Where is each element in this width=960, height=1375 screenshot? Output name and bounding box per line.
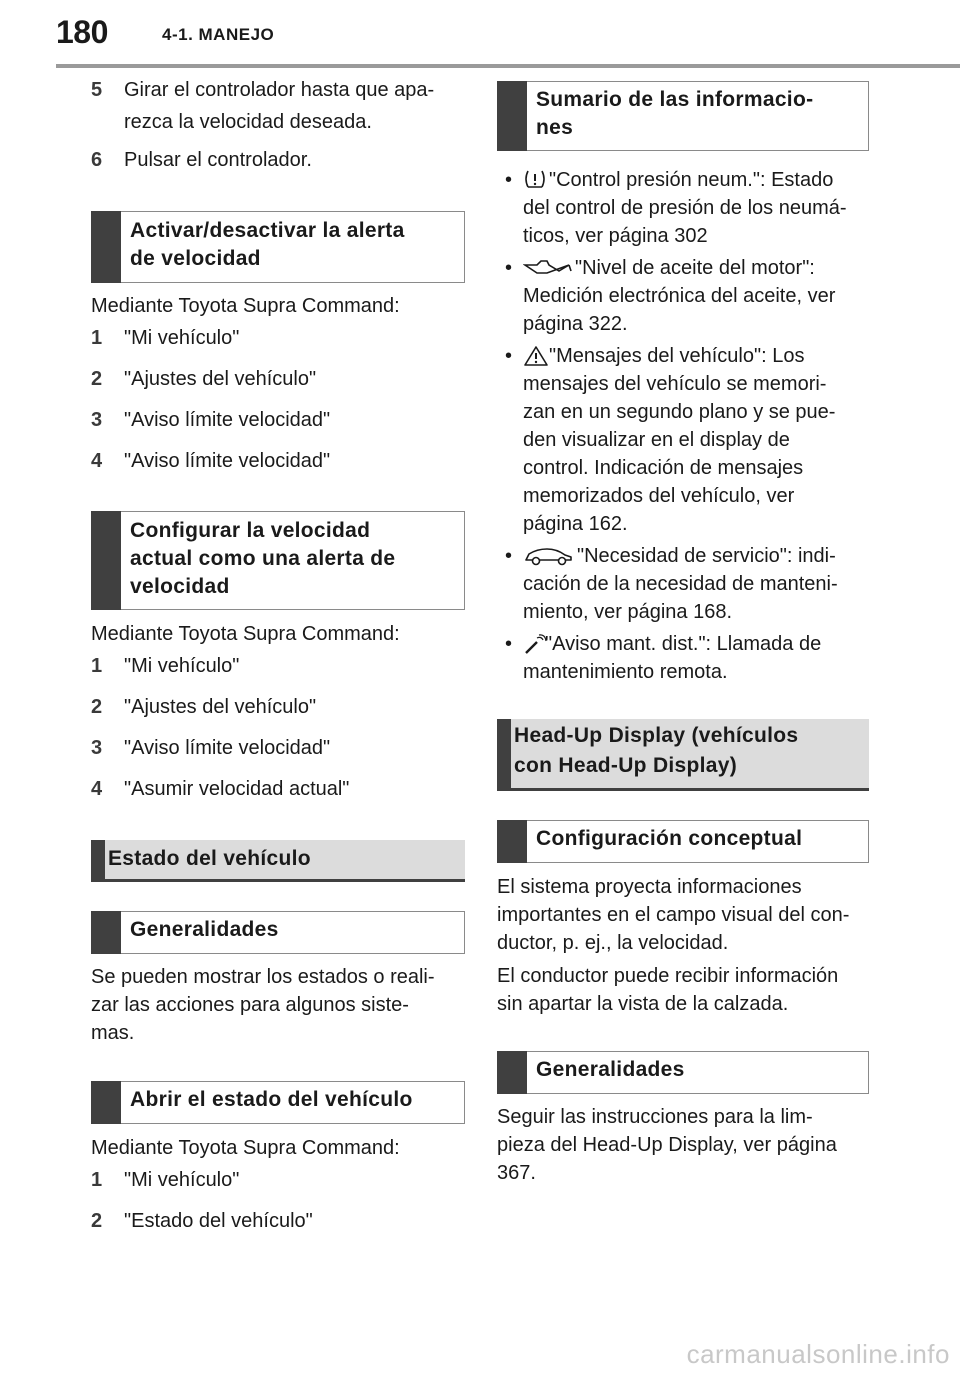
section-header-head-up-display (497, 719, 869, 791)
bullet-line: memorizados del vehículo, ver (523, 485, 795, 507)
header-rule (56, 64, 960, 68)
step-number: 3 (91, 737, 103, 759)
bullet-dot: • (505, 545, 513, 567)
paragraph-line: El sistema proyecta informaciones (497, 876, 802, 898)
bullet-line: control. Indicación de mensajes (523, 457, 804, 479)
step-text: "Mi vehículo" (124, 655, 240, 677)
paragraph-line: zar las acciones para algunos siste- (91, 994, 409, 1016)
step-number: 4 (91, 450, 103, 472)
paragraph-line: pieza del Head-Up Display, ver página (497, 1134, 837, 1156)
box-accent-bar (91, 511, 121, 610)
step-text: "Aviso límite velocidad" (124, 409, 331, 431)
step-number: 3 (91, 409, 103, 431)
section-title (514, 721, 861, 781)
subsection-box-general (91, 911, 465, 954)
paragraph (497, 962, 869, 1018)
title-line: Activar/desactivar la alerta (130, 219, 405, 242)
paragraph (91, 963, 465, 1047)
step-text: "Mi vehículo" (124, 1169, 240, 1191)
bullet-text (523, 542, 867, 626)
section-accent-bar (497, 719, 511, 791)
bullet-line: "Control presión neum.": Estado (549, 169, 834, 191)
bullet-dot: • (505, 169, 513, 191)
subsection-box-current-speed (91, 511, 465, 610)
box-accent-bar (497, 820, 527, 863)
section-accent-bar (91, 840, 105, 882)
bullet-line: den visualizar en el display de (523, 429, 790, 451)
step-number: 1 (91, 1169, 103, 1191)
step-text: "Mi vehículo" (124, 327, 240, 349)
page-number: 180 (56, 14, 108, 50)
box-accent-bar (497, 81, 527, 151)
title-line: con Head-Up Display) (514, 754, 738, 777)
step-number: 2 (91, 1210, 103, 1232)
page-header (0, 0, 960, 70)
paragraph-line: Se pueden mostrar los estados o reali- (91, 966, 435, 988)
subsection-title (536, 86, 860, 142)
step-text: "Ajustes del vehículo" (124, 368, 317, 390)
bullet-line: página 162. (523, 513, 628, 535)
title-line: Configurar la velocidad (130, 519, 371, 542)
subsection-title (130, 217, 456, 273)
title-line: Sumario de las informacio- (536, 88, 814, 111)
paragraph-line: ductor, p. ej., la velocidad. (497, 932, 729, 954)
bullet-line: zan en un segundo plano y se pue- (523, 401, 836, 423)
paragraph-line: sin apartar la vista de la calzada. (497, 993, 789, 1015)
subsection-title (130, 517, 456, 601)
watermark: carmanualsonline.info (686, 1339, 950, 1369)
title-line: de velocidad (130, 247, 261, 270)
bullet-line: miento, ver página 168. (523, 601, 733, 623)
bullet-line: ticos, ver página 302 (523, 225, 708, 247)
bullet-line: "Necesidad de servicio": indi- (577, 545, 836, 567)
bullet-line: "Mensajes del vehículo": Los (549, 345, 805, 367)
section-header-vehicle-status (91, 840, 465, 882)
title-line: actual como una alerta de (130, 547, 396, 570)
step-number: 1 (91, 655, 103, 677)
subsection-title: Generalidades (130, 918, 279, 941)
subsection-box-alert-toggle (91, 211, 465, 283)
step-text: "Estado del vehículo" (124, 1210, 313, 1232)
subsection-title: Abrir el estado del vehículo (130, 1088, 413, 1111)
intro-text: Mediante Toyota Supra Command: (91, 1137, 400, 1159)
box-accent-bar (497, 1051, 527, 1094)
title-line: velocidad (130, 575, 230, 598)
title-line: nes (536, 116, 574, 139)
step-number: 5 (91, 79, 103, 101)
subsection-box-general-hud (497, 1051, 869, 1094)
section-title: Estado del vehículo (108, 847, 311, 870)
bullet-line: Medición electrónica del aceite, ver (523, 285, 836, 307)
intro-text: Mediante Toyota Supra Command: (91, 623, 400, 645)
intro-text: Mediante Toyota Supra Command: (91, 295, 400, 317)
bullet-dot: • (505, 345, 513, 367)
paragraph-line: 367. (497, 1162, 536, 1184)
subsection-box-summary (497, 81, 869, 151)
bullet-line: cación de la necesidad de manteni- (523, 573, 838, 595)
bullet-text (523, 342, 867, 538)
bullet-line: "Nivel de aceite del motor": (575, 257, 815, 279)
step-text: "Aviso límite velocidad" (124, 450, 331, 472)
step-number: 4 (91, 778, 103, 800)
bullet-text (523, 254, 867, 338)
title-line: Head-Up Display (vehículos (514, 724, 799, 747)
bullet-text (523, 166, 867, 250)
step-text-line: rezca la velocidad deseada. (124, 111, 372, 133)
paragraph-line: importantes en el campo visual del con- (497, 904, 850, 926)
step-text: "Aviso límite velocidad" (124, 737, 331, 759)
paragraph-line: Seguir las instrucciones para la lim- (497, 1106, 813, 1128)
subsection-title: Configuración conceptual (536, 827, 803, 850)
subsection-box-open-status (91, 1081, 465, 1124)
box-accent-bar (91, 211, 121, 283)
bullet-dot: • (505, 633, 513, 655)
paragraph (497, 1103, 869, 1187)
step-text-line: Girar el controlador hasta que apa- (124, 79, 435, 101)
bullet-line: mantenimiento remota. (523, 661, 728, 683)
paragraph (497, 873, 869, 957)
box-accent-bar (91, 911, 121, 954)
bullet-line: "Aviso mant. dist.": Llamada de (545, 633, 822, 655)
bullet-line: mensajes del vehículo se memori- (523, 373, 827, 395)
bullet-text (523, 630, 867, 686)
paragraph-line: mas. (91, 1022, 135, 1044)
box-accent-bar (91, 1081, 121, 1124)
bullet-line: página 322. (523, 313, 628, 335)
step-text: Pulsar el controlador. (124, 149, 312, 171)
paragraph-line: El conductor puede recibir información (497, 965, 839, 987)
bullet-line: del control de presión de los neumá- (523, 197, 847, 219)
step-number: 1 (91, 327, 103, 349)
step-text: "Ajustes del vehículo" (124, 696, 317, 718)
subsection-box-concept (497, 820, 869, 863)
bullet-dot: • (505, 257, 513, 279)
section-name: 4-1. MANEJO (162, 25, 275, 44)
step-number: 6 (91, 149, 103, 171)
step-number: 2 (91, 696, 103, 718)
step-text (124, 76, 454, 136)
step-text: "Asumir velocidad actual" (124, 778, 350, 800)
subsection-title: Generalidades (536, 1058, 685, 1081)
step-number: 2 (91, 368, 103, 390)
